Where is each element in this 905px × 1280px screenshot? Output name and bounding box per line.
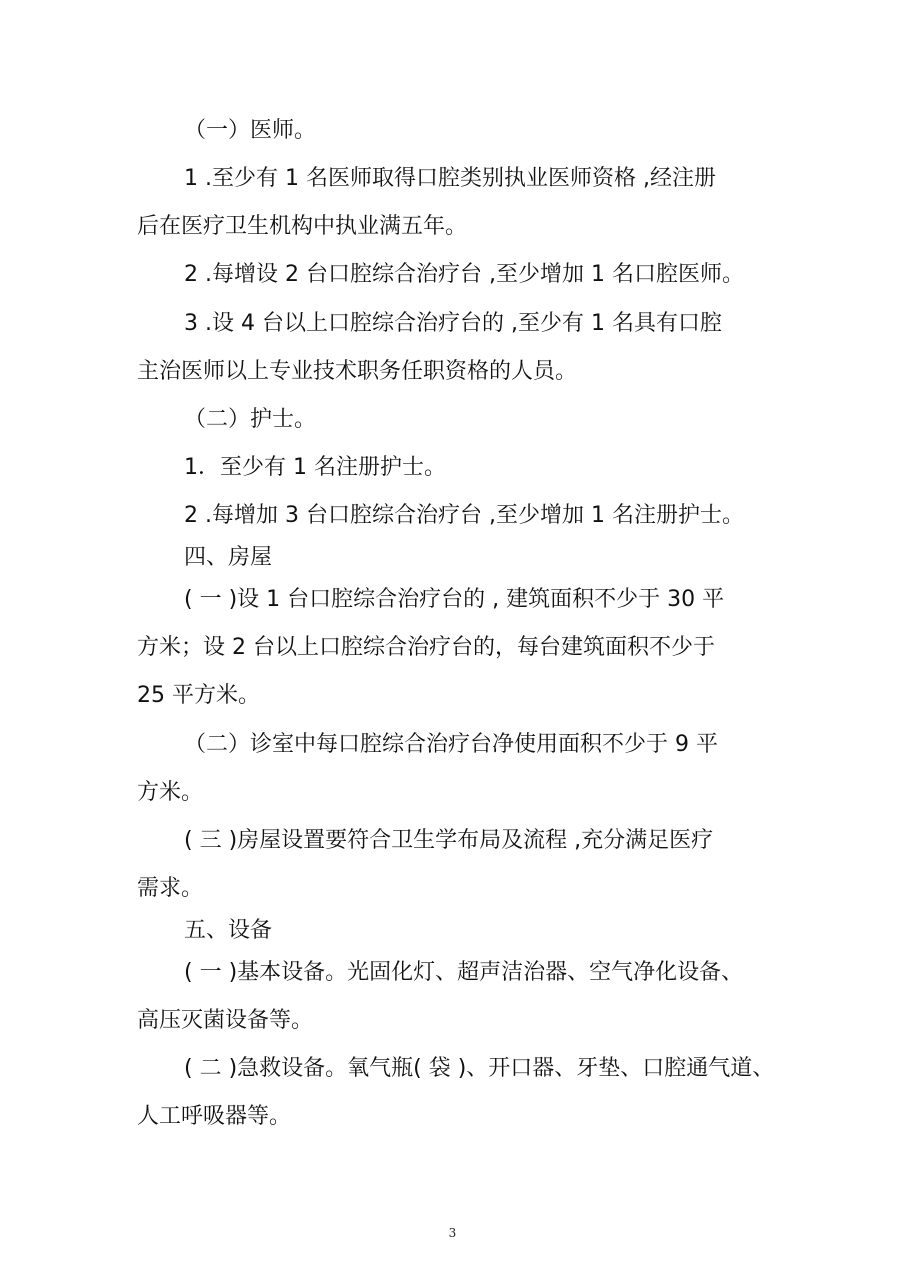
heading-doctors: （一）医师。 (184, 118, 317, 143)
equipment-item-2-line-2: 人工呼吸器等。 (137, 1104, 292, 1129)
section-heading-premises: 四、房屋 (184, 545, 273, 570)
premises-item-2-line-1: （二）诊室中每口腔综合治疗台净使用面积不少于 9 平 (184, 732, 718, 757)
section-heading-equipment: 五、设备 (184, 918, 273, 943)
heading-nurses: （二）护士。 (184, 407, 317, 432)
page-number: 3 (448, 1226, 457, 1240)
equipment-item-1-line-2: 高压灭菌设备等。 (137, 1008, 314, 1033)
doctor-item-1-line-2: 后在医疗卫生机构中执业满五年。 (137, 214, 468, 239)
doctor-item-2: 2 .每增设 2 台口腔综合治疗台 ,至少增加 1 名口腔医师。 (184, 262, 744, 287)
premises-item-1-line-1: ( 一 )设 1 台口腔综合治疗台的 , 建筑面积不少于 30 平 (184, 587, 725, 612)
nurse-item-2: 2 .每增加 3 台口腔综合治疗台 ,至少增加 1 名注册护士。 (184, 503, 744, 528)
premises-item-3-line-2: 需求。 (137, 876, 204, 901)
doctor-item-3-line-2: 主治医师以上专业技术职务任职资格的人员。 (137, 359, 578, 384)
doctor-item-3-line-1: 3 .设 4 台以上口腔综合治疗台的 ,至少有 1 名具有口腔 (184, 311, 722, 336)
equipment-item-2-line-1: ( 二 )急救设备。氧气瓶( 袋 )、开口器、牙垫、口腔通气道、 (184, 1056, 775, 1081)
premises-item-3-line-1: ( 三 )房屋设置要符合卫生学布局及流程 ,充分满足医疗 (184, 828, 714, 853)
nurse-item-1: 1．至少有 1 名注册护士。 (184, 455, 446, 480)
doctor-item-1-line-1: 1 .至少有 1 名医师取得口腔类别执业医师资格 ,经注册 (184, 166, 716, 191)
premises-item-1-line-2: 方米；设 2 台以上口腔综合治疗台的，每台建筑面积不少于 (137, 635, 715, 660)
premises-item-2-line-2: 方米。 (137, 780, 204, 805)
equipment-item-1-line-1: ( 一 )基本设备。光固化灯、超声洁治器、空气净化设备、 (184, 960, 744, 985)
premises-item-1-line-3: 25 平方米。 (137, 683, 260, 708)
